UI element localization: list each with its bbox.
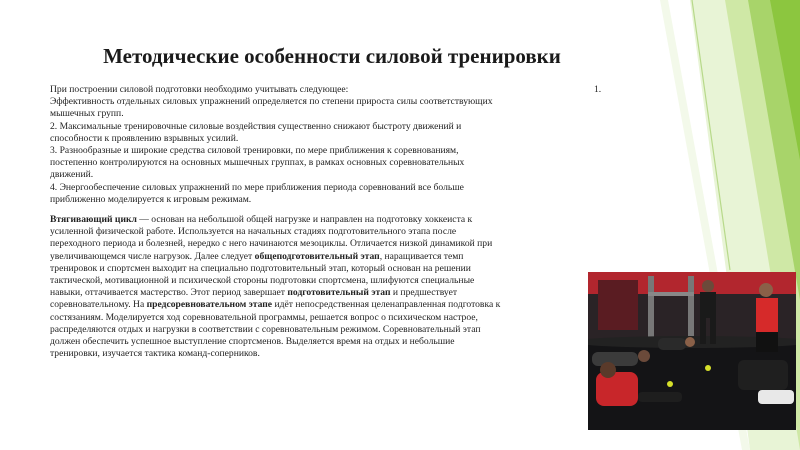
cycle-text: — основан на небольшой общей нагрузке и направлен на подготовку хоккеиста к — [136, 214, 473, 225]
intro-line: движений. — [50, 169, 94, 181]
term-retracting-cycle: Втягивающий цикл — [50, 214, 137, 225]
term-prep-stage: подготовительный этап — [287, 287, 391, 299]
intro-line: способности к проявлению взрывных усилий. — [50, 132, 239, 144]
term-pre-competition-stage: предсоревновательном этапе — [146, 299, 273, 311]
list-number-one: 1. — [594, 84, 602, 95]
cycle-text: идёт непосредственная целенаправленная подготовка к — [272, 299, 501, 311]
cycle-text: тренировок и спортсмен выходит на специально подготовительный этап, который основан на решении — [50, 262, 471, 274]
cycle-text: , наращивается темп — [379, 250, 464, 262]
cycle-paragraph — [50, 214, 590, 360]
cycle-text: соревновательному. На — [50, 299, 147, 311]
intro-line: 2. Максимальные тренировочные силовые воздействия существенно снижают быстроту движений и — [50, 120, 462, 132]
intro-paragraph — [50, 84, 590, 206]
cycle-text: навыки, оттачивается мастерство. Этот период завершает — [50, 287, 288, 299]
cycle-text: усиленной физической работе. Используется на начальных стадиях подготовительного этапа после — [50, 226, 457, 238]
cycle-text: и предшествует — [390, 287, 458, 299]
intro-line: 4. Энергообеспечение силовых упражнений по мере приближения периода соревнований все больше — [50, 181, 464, 193]
intro-line: При построении силовой подготовки необходимо учитывать следующее: — [50, 84, 349, 95]
slide-title: Методические особенности силовой тренировки — [103, 44, 561, 68]
intro-line: Эффективность отдельных силовых упражнений определяется по степени прироста силы соответствующих — [50, 96, 493, 108]
cycle-text: тренировки, изучается тактика команд-соперников. — [50, 348, 260, 360]
intro-line: приближенно моделируется к игровым режимам. — [50, 193, 252, 205]
training-photo — [588, 272, 796, 430]
cycle-text: должен обеспечить успешное выступление спортсменов. Выделяется время на отдых и небольшие — [50, 336, 455, 348]
intro-line: мышечных групп. — [50, 108, 124, 120]
cycle-text: тактической, мотивационной и психической стороны подготовки спортсмена, шлифуются специальные — [50, 275, 475, 287]
cycle-text: увеличивающемся числе нагрузок. Далее следует — [50, 250, 255, 262]
cycle-text: переходного периода и болезней, нередко с него начинаются мезоциклы. Отличается низкой динамикой при — [50, 238, 493, 250]
cycle-text: распределяются отдых и нагрузки в соответствии с соревновательным режимом. Соревновательный этап — [50, 323, 481, 335]
intro-line: постепенно контролируются на основных мышечных группах, в рамках основных соревновательных — [50, 157, 465, 169]
cycle-text: состязаниям. Моделируется ход соревновательной программы, решается вопрос о психическом настрое, — [50, 311, 478, 323]
term-general-prep-stage: общеподготовительный этап — [254, 250, 380, 262]
intro-line: 3. Разнообразные и широкие средства силовой тренировки, по мере приближения к соревнованиям, — [50, 145, 459, 157]
